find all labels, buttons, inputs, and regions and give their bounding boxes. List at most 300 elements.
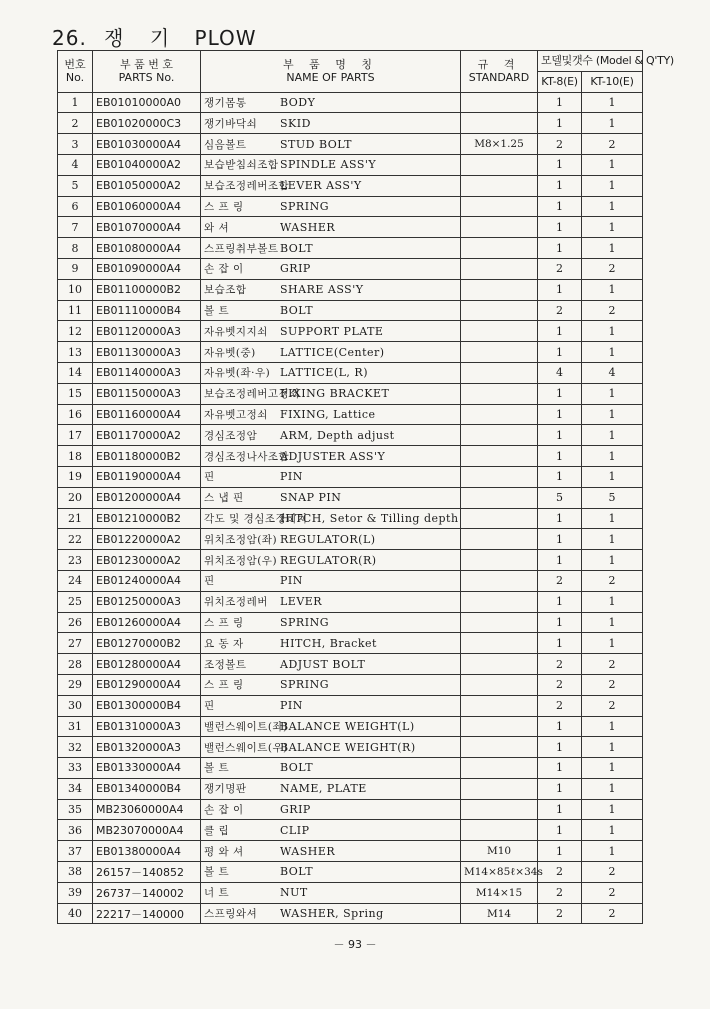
- part-number: EB01270000B2: [93, 633, 201, 654]
- row-number: 10: [58, 279, 93, 300]
- qty-kt8: 1: [538, 633, 582, 654]
- qty-kt10: 1: [582, 238, 643, 259]
- standard: [461, 300, 538, 321]
- part-name-korean: 클 립: [204, 824, 230, 837]
- qty-kt8: 1: [538, 321, 582, 342]
- row-number: 4: [58, 154, 93, 175]
- table-row: [58, 134, 643, 155]
- part-name-korean: 볼 트: [204, 304, 230, 317]
- row-number: 31: [58, 716, 93, 737]
- part-name-korean: 보습조정레버고정쇠: [204, 388, 300, 401]
- row-number: 15: [58, 383, 93, 404]
- row-number: 20: [58, 487, 93, 508]
- row-number: 7: [58, 217, 93, 238]
- standard: [461, 196, 538, 217]
- qty-kt8: 1: [538, 591, 582, 612]
- part-number: MB23060000A4: [93, 799, 201, 820]
- part-name: [201, 570, 461, 591]
- standard: [461, 154, 538, 175]
- table-row: [58, 570, 643, 591]
- table-row: [58, 279, 643, 300]
- qty-kt8: 2: [538, 903, 582, 924]
- standard: [461, 258, 538, 279]
- qty-kt8: 1: [538, 342, 582, 363]
- qty-kt10: 2: [582, 570, 643, 591]
- qty-kt8: 2: [538, 570, 582, 591]
- part-name: [201, 321, 461, 342]
- part-number: EB01220000A2: [93, 529, 201, 550]
- standard: [461, 279, 538, 300]
- row-number: 27: [58, 633, 93, 654]
- part-name: [201, 633, 461, 654]
- part-name-english: WASHER, Spring: [280, 907, 384, 921]
- part-name-english: WASHER: [280, 220, 336, 234]
- qty-kt8: 2: [538, 300, 582, 321]
- part-name-korean: 자유벳(중): [204, 346, 256, 359]
- standard: [461, 570, 538, 591]
- qty-kt8: 1: [538, 820, 582, 841]
- part-name-korean: 평 와 셔: [204, 845, 244, 858]
- part-name-korean: 핀: [204, 575, 215, 588]
- qty-kt8: 1: [538, 279, 582, 300]
- part-name-english: SKID: [280, 116, 311, 130]
- standard: M14×85ℓ×34s: [461, 862, 538, 883]
- standard: [461, 425, 538, 446]
- part-number: EB01340000B4: [93, 778, 201, 799]
- qty-kt10: 5: [582, 487, 643, 508]
- header-parts-no: 부 품 번 호 PARTS No.: [93, 51, 201, 93]
- part-name-korean: 핀: [204, 700, 215, 713]
- qty-kt8: 1: [538, 404, 582, 425]
- standard: M14×15: [461, 882, 538, 903]
- row-number: 38: [58, 862, 93, 883]
- part-name-korean: 너 트: [204, 887, 230, 900]
- standard: [461, 716, 538, 737]
- part-name-korean: 위치조정레버: [204, 596, 268, 609]
- part-number: EB01040000A2: [93, 154, 201, 175]
- part-name-english: ADJUSTER ASS'Y: [280, 449, 386, 463]
- part-name-english: WASHER: [280, 844, 336, 858]
- part-name-korean: 경심조정암: [204, 429, 258, 442]
- qty-kt10: 1: [582, 154, 643, 175]
- part-number: EB01280000A4: [93, 654, 201, 675]
- part-name-english: BOLT: [280, 865, 314, 879]
- qty-kt10: 1: [582, 342, 643, 363]
- part-name-english: SUPPORT PLATE: [280, 324, 384, 338]
- standard: [461, 508, 538, 529]
- part-name-english: REGULATOR(L): [280, 532, 376, 546]
- part-number: EB01160000A4: [93, 404, 201, 425]
- part-name-english: FIXING BRACKET: [280, 387, 390, 401]
- part-name-english: NAME, PLATE: [280, 782, 367, 796]
- row-number: 30: [58, 695, 93, 716]
- qty-kt8: 1: [538, 716, 582, 737]
- table-row: [58, 716, 643, 737]
- table-row: [58, 342, 643, 363]
- part-name-korean: 손 잡 이: [204, 263, 244, 276]
- table-row: [58, 778, 643, 799]
- qty-kt10: 1: [582, 321, 643, 342]
- part-number: EB01060000A4: [93, 196, 201, 217]
- part-number: 22217－140000: [93, 903, 201, 924]
- table-row: [58, 799, 643, 820]
- part-name: [201, 362, 461, 383]
- standard: [461, 758, 538, 779]
- part-name: [201, 529, 461, 550]
- qty-kt10: 1: [582, 175, 643, 196]
- part-name-korean: 핀: [204, 471, 215, 484]
- table-row: [58, 612, 643, 633]
- standard: [461, 529, 538, 550]
- standard: M10: [461, 841, 538, 862]
- part-name-korean: 보습조정레버조합: [204, 180, 290, 193]
- part-name: [201, 903, 461, 924]
- table-row: [58, 487, 643, 508]
- row-number: 33: [58, 758, 93, 779]
- part-name-korean: 밸런스웨이트(좌): [204, 720, 288, 733]
- row-number: 6: [58, 196, 93, 217]
- qty-kt8: 1: [538, 154, 582, 175]
- part-name-english: BALANCE WEIGHT(R): [280, 740, 416, 754]
- part-name-english: BOLT: [280, 241, 314, 255]
- qty-kt8: 2: [538, 882, 582, 903]
- part-name-english: HITCH, Setor & Tilling depth: [280, 511, 459, 525]
- part-name-korean: 스프링와셔: [204, 908, 258, 921]
- standard: [461, 321, 538, 342]
- part-number: EB01050000A2: [93, 175, 201, 196]
- parts-table: [57, 50, 674, 924]
- qty-kt8: 2: [538, 674, 582, 695]
- row-number: 32: [58, 737, 93, 758]
- standard: [461, 612, 538, 633]
- part-name-korean: 스 프 링: [204, 200, 244, 213]
- standard: M14: [461, 903, 538, 924]
- part-name-korean: 자유벳지지쇠: [204, 325, 268, 338]
- qty-kt10: 1: [582, 508, 643, 529]
- qty-kt10: 2: [582, 695, 643, 716]
- qty-kt10: 1: [582, 217, 643, 238]
- qty-kt10: 1: [582, 633, 643, 654]
- part-name: [201, 487, 461, 508]
- part-name-english: LEVER ASS'Y: [280, 179, 362, 193]
- part-number: EB01190000A4: [93, 466, 201, 487]
- qty-kt10: 1: [582, 758, 643, 779]
- part-number: EB01210000B2: [93, 508, 201, 529]
- row-number: 34: [58, 778, 93, 799]
- standard: [461, 799, 538, 820]
- part-name-korean: 볼 트: [204, 866, 230, 879]
- part-number: EB01300000B4: [93, 695, 201, 716]
- part-name-korean: 스 냅 핀: [204, 492, 244, 505]
- part-name-english: PIN: [280, 699, 303, 713]
- qty-kt10: 1: [582, 383, 643, 404]
- qty-kt8: 1: [538, 92, 582, 113]
- part-name: [201, 342, 461, 363]
- part-name-korean: 각도 및 경심조정히치: [204, 512, 308, 525]
- part-name: [201, 758, 461, 779]
- qty-kt8: 2: [538, 695, 582, 716]
- part-name: [201, 550, 461, 571]
- part-name-korean: 쟁기명판: [204, 783, 247, 796]
- part-name: [201, 612, 461, 633]
- part-name-english: HITCH, Bracket: [280, 636, 377, 650]
- qty-kt10: 2: [582, 134, 643, 155]
- header-parts-name: 부 품 명 칭 NAME OF PARTS: [201, 51, 461, 93]
- part-number: EB01330000A4: [93, 758, 201, 779]
- qty-kt8: 1: [538, 737, 582, 758]
- table-row: [58, 903, 643, 924]
- part-name-english: SPINDLE ASS'Y: [280, 158, 377, 172]
- part-number: EB01010000A0: [93, 92, 201, 113]
- standard: [461, 92, 538, 113]
- qty-kt8: 1: [538, 238, 582, 259]
- part-name: [201, 154, 461, 175]
- part-name-english: SHARE ASS'Y: [280, 283, 364, 297]
- part-number: 26737－140002: [93, 882, 201, 903]
- qty-kt10: 1: [582, 841, 643, 862]
- part-name: [201, 300, 461, 321]
- qty-kt10: 2: [582, 674, 643, 695]
- standard: [461, 383, 538, 404]
- part-name-english: FIXING, Lattice: [280, 407, 376, 421]
- part-name-korean: 볼 트: [204, 762, 230, 775]
- table-row: [58, 550, 643, 571]
- table-row: [58, 508, 643, 529]
- row-number: 36: [58, 820, 93, 841]
- qty-kt10: 1: [582, 113, 643, 134]
- qty-kt8: 1: [538, 758, 582, 779]
- qty-kt10: 1: [582, 591, 643, 612]
- part-number: EB01070000A4: [93, 217, 201, 238]
- part-name: [201, 92, 461, 113]
- table-row: [58, 154, 643, 175]
- standard: [461, 175, 538, 196]
- qty-kt10: 1: [582, 446, 643, 467]
- table-row: [58, 196, 643, 217]
- qty-kt10: 1: [582, 737, 643, 758]
- part-name-english: LATTICE(Center): [280, 345, 385, 359]
- standard: [461, 654, 538, 675]
- part-name: [201, 175, 461, 196]
- part-number: EB01250000A3: [93, 591, 201, 612]
- part-name-english: ARM, Depth adjust: [280, 428, 395, 442]
- part-name-korean: 밸런스웨이트(우): [204, 741, 288, 754]
- part-name-korean: 보습받침쇠조합: [204, 159, 279, 172]
- part-name: [201, 404, 461, 425]
- part-number: EB01110000B4: [93, 300, 201, 321]
- part-number: EB01310000A3: [93, 716, 201, 737]
- part-name: [201, 695, 461, 716]
- qty-kt10: 1: [582, 612, 643, 633]
- part-name-english: BOLT: [280, 303, 314, 317]
- qty-kt8: 1: [538, 612, 582, 633]
- standard: [461, 362, 538, 383]
- part-name: [201, 591, 461, 612]
- part-name: [201, 383, 461, 404]
- part-name-english: CLIP: [280, 823, 310, 837]
- qty-kt8: 1: [538, 466, 582, 487]
- row-number: 9: [58, 258, 93, 279]
- qty-kt8: 1: [538, 175, 582, 196]
- part-number: EB01100000B2: [93, 279, 201, 300]
- row-number: 29: [58, 674, 93, 695]
- qty-kt10: 1: [582, 820, 643, 841]
- row-number: 37: [58, 841, 93, 862]
- standard: [461, 695, 538, 716]
- part-name-english: LEVER: [280, 595, 323, 609]
- qty-kt10: 2: [582, 882, 643, 903]
- table-row: [58, 92, 643, 113]
- part-name: [201, 446, 461, 467]
- row-number: 16: [58, 404, 93, 425]
- header-standard: 규 격 STANDARD: [461, 51, 538, 93]
- row-number: 22: [58, 529, 93, 550]
- part-number: EB01180000B2: [93, 446, 201, 467]
- row-number: 3: [58, 134, 93, 155]
- table-row: [58, 113, 643, 134]
- qty-kt10: 1: [582, 799, 643, 820]
- part-number: EB01290000A4: [93, 674, 201, 695]
- part-name-korean: 심음볼트: [204, 138, 247, 151]
- row-number: 5: [58, 175, 93, 196]
- part-name: [201, 737, 461, 758]
- part-name: [201, 279, 461, 300]
- row-number: 40: [58, 903, 93, 924]
- part-number: EB01320000A3: [93, 737, 201, 758]
- part-number: EB01130000A3: [93, 342, 201, 363]
- qty-kt10: 1: [582, 279, 643, 300]
- table-row: [58, 841, 643, 862]
- part-name-korean: 조정볼트: [204, 658, 247, 671]
- table-row: [58, 737, 643, 758]
- part-name: [201, 820, 461, 841]
- table-row: [58, 238, 643, 259]
- part-name-korean: 쟁기바닥쇠: [204, 117, 258, 130]
- page-number: － 93 －: [333, 938, 377, 951]
- standard: [461, 487, 538, 508]
- part-name-english: STUD BOLT: [280, 137, 353, 151]
- table-row: [58, 466, 643, 487]
- qty-kt10: 4: [582, 362, 643, 383]
- table-row: [58, 383, 643, 404]
- qty-kt8: 1: [538, 550, 582, 571]
- standard: [461, 633, 538, 654]
- qty-kt8: 1: [538, 778, 582, 799]
- part-name-korean: 위치조정암(우): [204, 554, 278, 567]
- row-number: 35: [58, 799, 93, 820]
- qty-kt8: 4: [538, 362, 582, 383]
- row-number: 28: [58, 654, 93, 675]
- header-no: 번호 No.: [58, 51, 93, 93]
- part-number: 26157－140852: [93, 862, 201, 883]
- table-row: [58, 882, 643, 903]
- standard: [461, 820, 538, 841]
- part-number: EB01140000A3: [93, 362, 201, 383]
- row-number: 26: [58, 612, 93, 633]
- qty-kt8: 1: [538, 841, 582, 862]
- part-name: [201, 882, 461, 903]
- qty-kt10: 2: [582, 654, 643, 675]
- part-name: [201, 799, 461, 820]
- qty-kt10: 1: [582, 92, 643, 113]
- part-name: [201, 466, 461, 487]
- part-name-english: LATTICE(L, R): [280, 366, 368, 380]
- part-name-english: SPRING: [280, 678, 329, 692]
- part-name-korean: 스 프 링: [204, 679, 244, 692]
- standard: [461, 674, 538, 695]
- part-name-korean: 위치조정암(좌): [204, 533, 278, 546]
- part-number: EB01200000A4: [93, 487, 201, 508]
- qty-kt10: 1: [582, 778, 643, 799]
- qty-kt10: 2: [582, 862, 643, 883]
- part-name-english: BODY: [280, 95, 316, 109]
- table-row: [58, 862, 643, 883]
- table-row: [58, 175, 643, 196]
- part-number: EB01240000A4: [93, 570, 201, 591]
- part-name: [201, 113, 461, 134]
- part-number: MB23070000A4: [93, 820, 201, 841]
- qty-kt10: 1: [582, 529, 643, 550]
- part-name: [201, 258, 461, 279]
- header-model-kt8: KT-8(E): [538, 71, 582, 92]
- row-number: 2: [58, 113, 93, 134]
- part-name-korean: 스프링취부볼트: [204, 242, 279, 255]
- part-name: [201, 654, 461, 675]
- row-number: 17: [58, 425, 93, 446]
- qty-kt8: 1: [538, 799, 582, 820]
- part-name-korean: 와 셔: [204, 221, 230, 234]
- row-number: 18: [58, 446, 93, 467]
- part-number: EB01260000A4: [93, 612, 201, 633]
- part-number: EB01090000A4: [93, 258, 201, 279]
- qty-kt10: 1: [582, 716, 643, 737]
- header-model-qty: 모델및갯수 (Model & Q'TY): [538, 51, 643, 72]
- qty-kt8: 2: [538, 862, 582, 883]
- table-row: [58, 404, 643, 425]
- part-name-english: ADJUST BOLT: [280, 657, 366, 671]
- part-name: [201, 716, 461, 737]
- table-row: [58, 820, 643, 841]
- row-number: 24: [58, 570, 93, 591]
- qty-kt10: 1: [582, 466, 643, 487]
- table-row: [58, 258, 643, 279]
- part-name: [201, 674, 461, 695]
- part-name-korean: 요 동 자: [204, 637, 244, 650]
- standard: [461, 591, 538, 612]
- row-number: 1: [58, 92, 93, 113]
- table-row: [58, 674, 643, 695]
- part-name-english: SPRING: [280, 615, 329, 629]
- part-number: EB01170000A2: [93, 425, 201, 446]
- part-name-korean: 경심조정나사조합: [204, 450, 290, 463]
- row-number: 8: [58, 238, 93, 259]
- row-number: 13: [58, 342, 93, 363]
- section-number: 26.: [52, 26, 87, 50]
- standard: [461, 550, 538, 571]
- part-name-korean: 보습조합: [204, 284, 247, 297]
- qty-kt8: 1: [538, 113, 582, 134]
- part-name: [201, 134, 461, 155]
- part-number: EB01030000A4: [93, 134, 201, 155]
- part-name-english: REGULATOR(R): [280, 553, 377, 567]
- qty-kt8: 5: [538, 487, 582, 508]
- standard: [461, 466, 538, 487]
- qty-kt10: 2: [582, 300, 643, 321]
- part-name-english: BALANCE WEIGHT(L): [280, 719, 415, 733]
- standard: [461, 342, 538, 363]
- table-row: [58, 446, 643, 467]
- title-english: PLOW: [194, 26, 257, 50]
